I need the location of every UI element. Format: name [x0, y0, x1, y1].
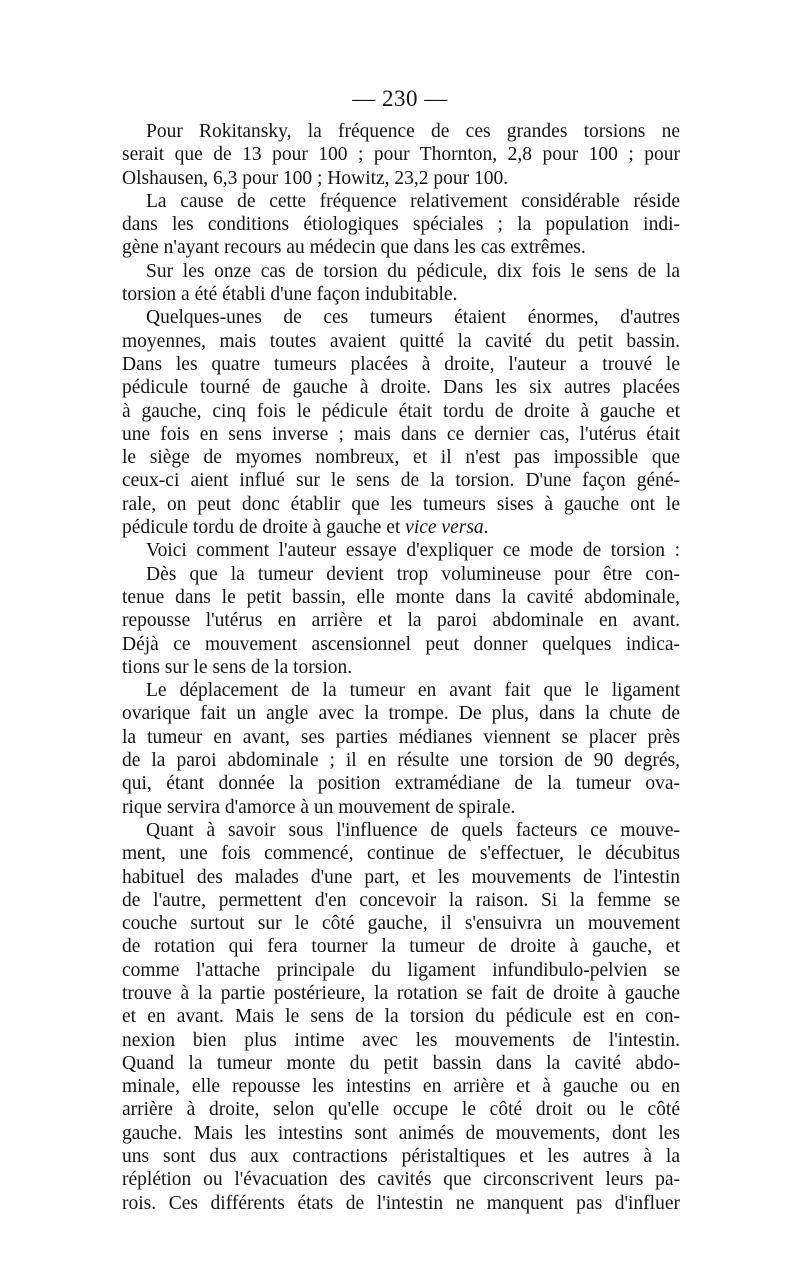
text-line: [122, 283, 680, 306]
text-line-content: ment, une fois commencé, continue de s'effectuer, le décubitus: [122, 843, 680, 865]
text-line: [122, 516, 680, 539]
text-line: [122, 1192, 680, 1215]
text-line-content: pédicule tourné de gauche à droite. Dans les six autres placées: [122, 377, 680, 399]
text-line-content: gène n'ayant recours au médecin que dans les cas extrêmes.: [122, 237, 586, 259]
text-line: [122, 935, 680, 958]
text-line-content: uns sont dus aux contractions péristaltiques et les autres à la: [122, 1146, 680, 1168]
text-line: [122, 609, 680, 632]
text-line-content: de la paroi abdominale ; il en résulte une torsion de 90 degrés,: [122, 750, 680, 772]
text-line: [122, 889, 680, 912]
text-line: [122, 1098, 680, 1121]
text-line-content: La cause de cette fréquence relativement considérable réside: [146, 190, 680, 212]
text-line-content: Voici comment l'auteur essaye d'expliquer ce mode de torsion :: [146, 540, 680, 562]
text-line-content: à gauche, cinq fois le pédicule était tordu de droite à gauche et: [122, 400, 680, 422]
text-line: [122, 1052, 680, 1075]
text-line: [122, 819, 680, 842]
text-line-content: rois. Ces différents états de l'intestin ne manquent pas d'influer: [122, 1192, 680, 1214]
text-line: [122, 772, 680, 795]
text-line-content: pédicule tordu de droite à gauche et: [122, 517, 406, 539]
text-line-content: la tumeur en avant, ses parties médianes viennent se placer près: [122, 726, 680, 748]
text-line-content: Quand la tumeur monte du petit bassin dans la cavité abdo-: [122, 1052, 680, 1074]
text-line-content: ceux-ci aient influé sur le sens de la torsion. D'une façon géné-: [122, 470, 680, 492]
text-line: [122, 1029, 680, 1052]
text-line: [122, 493, 680, 516]
text-line-content: et en avant. Mais le sens de la torsion du pédicule est en con-: [122, 1006, 680, 1028]
text-line-content: Quant à savoir sous l'influence de quels facteurs ce mouve-: [146, 819, 680, 841]
text-line: [122, 167, 680, 190]
text-line-content: Le déplacement de la tumeur en avant fait que le ligament: [146, 680, 680, 702]
text-line-content: une fois en sens inverse ; mais dans ce dernier cas, l'utérus était: [122, 423, 680, 445]
text-line: [122, 143, 680, 166]
text-line-content: repousse l'utérus en arrière et la paroi abdominale en avant.: [122, 610, 680, 632]
text-line: [122, 400, 680, 423]
text-line: [122, 633, 680, 656]
text-line-content: arrière à droite, selon qu'elle occupe le côté droit ou le côté: [122, 1099, 680, 1121]
italic-phrase: vice versa: [405, 517, 484, 539]
text-line: [122, 120, 680, 143]
text-line: [122, 236, 680, 259]
text-line: [122, 446, 680, 469]
text-line: [122, 563, 680, 586]
text-line-tail: .: [483, 517, 489, 539]
text-line: [122, 190, 680, 213]
text-line-content: dans les conditions étiologiques spéciales ; la population indi-: [122, 214, 680, 236]
text-line-content: Déjà ce mouvement ascensionnel peut donner quelques indica-: [122, 633, 680, 655]
text-line-content: rale, on peut donc établir que les tumeurs sises à gauche ont le: [122, 493, 680, 515]
text-line-content: Dès que la tumeur devient trop volumineuse pour être con-: [146, 563, 680, 585]
text-line-content: comme l'attache principale du ligament infundibulo-pelvien se: [122, 959, 680, 981]
text-line: [122, 679, 680, 702]
text-line-content: Dans les quatre tumeurs placées à droite, l'auteur a trouvé le: [122, 353, 680, 375]
text-line: [122, 1005, 680, 1028]
text-line-content: réplétion ou l'évacuation des cavités que circonscrivent leurs pa-: [122, 1169, 680, 1191]
text-line-content: habituel des malades d'une part, et les mouvements de l'intestin: [122, 866, 680, 888]
text-line: [122, 796, 680, 819]
text-line-content: trouve à la partie postérieure, la rotation se fait de droite à gauche: [122, 982, 680, 1004]
text-line: [122, 376, 680, 399]
text-line-content: rique servira d'amorce à un mouvement de spirale.: [122, 796, 516, 818]
text-line: [122, 306, 680, 329]
text-line: [122, 912, 680, 935]
text-line-content: moyennes, mais toutes avaient quitté la cavité du petit bassin.: [122, 330, 680, 352]
text-line: [122, 749, 680, 772]
text-line: [122, 656, 680, 679]
text-line: [122, 1075, 680, 1098]
text-line-content: serait que de 13 pour 100 ; pour Thornton, 2,8 pour 100 ; pour: [122, 144, 680, 166]
text-line-content: ovarique fait un angle avec la trompe. De plus, dans la chute de: [122, 703, 680, 725]
text-line: [122, 260, 680, 283]
text-line: [122, 586, 680, 609]
text-line-content: tions sur le sens de la torsion.: [122, 656, 353, 678]
page-number: — 230 —: [352, 86, 448, 111]
text-line-content: qui, étant donnée la position extramédiane de la tumeur ova-: [122, 773, 680, 795]
text-line-content: Pour Rokitansky, la fréquence de ces grandes torsions ne: [146, 121, 680, 142]
text-line: [122, 959, 680, 982]
body-text: [122, 120, 680, 1215]
text-line-content: Quelques-unes de ces tumeurs étaient énormes, d'autres: [146, 307, 680, 329]
text-line-content: nexion bien plus intime avec les mouvements de l'intestin.: [122, 1029, 680, 1051]
text-line: [122, 1122, 680, 1145]
text-line-content: torsion a été établi d'une façon indubitable.: [122, 284, 458, 306]
text-line: [122, 330, 680, 353]
text-line: [122, 842, 680, 865]
text-line-content: de l'autre, permettent d'en concevoir la raison. Si la femme se: [122, 889, 680, 911]
text-line-content: couche surtout sur le côté gauche, il s'ensuivra un mouvement: [122, 913, 680, 935]
text-line: [122, 702, 680, 725]
text-line: [122, 1168, 680, 1191]
text-line: [122, 726, 680, 749]
text-line: [122, 423, 680, 446]
text-line-content: minale, elle repousse les intestins en arrière et à gauche ou en: [122, 1076, 680, 1098]
text-line-content: Sur les onze cas de torsion du pédicule, dix fois le sens de la: [146, 260, 680, 282]
text-line-content: Olshausen, 6,3 pour 100 ; Howitz, 23,2 pour 100.: [122, 167, 509, 189]
text-line: [122, 469, 680, 492]
text-line: [122, 1145, 680, 1168]
text-line: [122, 866, 680, 889]
text-line: [122, 353, 680, 376]
text-line-content: tenue dans le petit bassin, elle monte dans la cavité abdominale,: [122, 586, 680, 608]
text-line-content: gauche. Mais les intestins sont animés de mouvements, dont les: [122, 1122, 680, 1144]
text-line-content: de rotation qui fera tourner la tumeur de droite à gauche, et: [122, 936, 680, 958]
text-line: [122, 982, 680, 1005]
text-line: [122, 539, 680, 562]
text-line: [122, 213, 680, 236]
text-line-content: le siège de myomes nombreux, et il n'est pas impossible que: [122, 447, 680, 469]
